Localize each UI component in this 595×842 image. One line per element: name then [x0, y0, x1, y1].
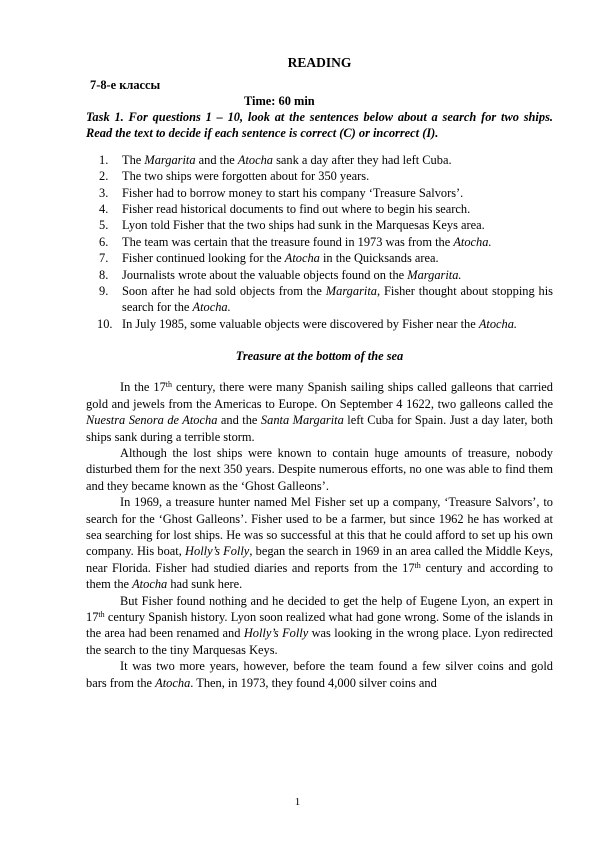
- superscript-text: th: [414, 560, 421, 570]
- page-title: READING: [287, 55, 352, 70]
- question-number: 4.: [99, 202, 109, 217]
- italic-text: Nuestra Senora de Atocha: [86, 413, 218, 428]
- question-number: 7.: [99, 251, 109, 266]
- question-number: 10.: [97, 316, 113, 331]
- question-item: [86, 152, 553, 168]
- text-run: Journalists wrote about the valuable objects found on the: [122, 267, 408, 282]
- question-item: [86, 201, 553, 217]
- italic-text: Margarita.: [407, 267, 462, 282]
- text-run: The team was certain that the treasure found in 1973 was from the: [122, 234, 454, 249]
- italic-text: Atocha: [284, 251, 320, 266]
- italic-text: Atocha: [237, 152, 273, 167]
- text-run: Fisher had to borrow money to start his company ‘Treasure Salvors’.: [122, 185, 464, 200]
- story-paragraph: [86, 379, 553, 445]
- question-item: [86, 316, 553, 332]
- italic-text: Santa Margarita: [260, 413, 344, 428]
- story-body: [86, 379, 553, 691]
- text-run: sank a day after they had left Cuba.: [272, 152, 452, 167]
- task-instruction: Task 1. For questions 1 – 10, look at the sentences below about a search for two ships. Read the text to decide if each sentence is correct (C) or incorrect (I).: [86, 110, 553, 141]
- text-run: century, there were many Spanish sailing ships called galleons that carried gold and jewels from the Americas to Europe. On September 4 1622, two galleons called the: [86, 380, 554, 411]
- text-run: had sunk here.: [167, 577, 243, 592]
- question-item: [86, 217, 553, 233]
- question-number: 6.: [99, 234, 109, 249]
- question-number: 9.: [99, 284, 109, 299]
- document-page: [86, 54, 553, 691]
- text-run: . Then, in 1973, they found 4,000 silver coins and: [190, 675, 437, 690]
- time-limit: Time: 60 min: [244, 94, 315, 108]
- question-item: [86, 234, 553, 250]
- italic-text: Atocha: [132, 577, 168, 592]
- superscript-text: th: [98, 609, 105, 619]
- text-run: , Fisher thought about stopping his search for the: [122, 284, 553, 315]
- text-run: , began the search in 1969 in an area called the Middle Keys, near Florida. Fisher had studied diaries and reports from the 17: [86, 544, 553, 575]
- text-run: Soon after he had sold objects from the: [122, 284, 326, 299]
- question-item: [86, 185, 553, 201]
- question-item: [86, 267, 553, 283]
- question-item: [86, 250, 553, 266]
- text-run: century and according to them the: [86, 560, 554, 592]
- story-paragraph: [86, 593, 553, 659]
- text-run: In July 1985, some valuable objects were discovered by Fisher near the: [122, 316, 479, 331]
- text-run: The: [122, 152, 145, 167]
- question-number: 5.: [99, 218, 109, 233]
- text-run: The two ships were forgotten about for 350 years.: [122, 169, 370, 184]
- text-run: Fisher continued looking for the: [122, 251, 285, 266]
- question-item: [86, 283, 553, 316]
- grade-label: 7-8-е классы: [90, 78, 161, 92]
- superscript-text: th: [165, 380, 173, 390]
- question-number: 8.: [99, 267, 109, 282]
- question-number: 2.: [99, 169, 109, 184]
- text-run: But Fisher found nothing and he decided to get the help of Eugene Lyon, an expert in 17: [86, 593, 553, 624]
- italic-text: Atocha.: [192, 300, 231, 315]
- text-run: It was two more years, however, before the team found a few silver coins and gold bars from the: [86, 659, 553, 690]
- page-number: 1: [294, 796, 301, 808]
- question-item: [86, 168, 553, 184]
- text-run: in the Quicksands area.: [319, 251, 439, 266]
- story-paragraph: [86, 658, 553, 691]
- text-run: was looking in the wrong place. Lyon redirected the search to the tiny Marquesas Keys.: [86, 626, 554, 657]
- story-paragraph: [86, 494, 553, 592]
- italic-text: Atocha.: [478, 316, 518, 331]
- italic-text: Holly’s Folly: [243, 626, 309, 641]
- question-number: 1.: [99, 152, 109, 167]
- text-run: and the: [195, 152, 238, 167]
- text-run: Lyon told Fisher that the two ships had sunk in the Marquesas Keys area.: [122, 218, 485, 233]
- text-run: left Cuba for Spain. Just a day later, both ships sank during a terrible storm.: [86, 413, 553, 444]
- italic-text: Atocha.: [453, 234, 492, 249]
- question-list: [86, 152, 553, 332]
- text-run: century Spanish history. Lyon soon realized what had gone wrong. Some of the islands in the area had been renamed and: [86, 609, 553, 641]
- italic-text: Margarita: [144, 152, 196, 167]
- text-run: Although the lost ships were known to contain huge amounts of treasure, nobody disturbed them for the next 350 years. Despite numerous efforts, no one was able to find them and they became known as the ‘Ghost Galleons’.: [86, 445, 553, 493]
- story-paragraph: [86, 445, 553, 494]
- italic-text: Holly’s Folly: [185, 544, 250, 559]
- question-number: 3.: [99, 185, 109, 200]
- text-run: Fisher read historical documents to find out where to begin his search.: [122, 202, 471, 217]
- story-title: Treasure at the bottom of the sea: [235, 349, 404, 364]
- italic-text: Atocha: [155, 675, 191, 690]
- text-run: In 1969, a treasure hunter named Mel Fisher set up a company, ‘Treasure Salvors’, to search for the ‘Ghost Galleons’. Fisher used to be a farmer, but since 1962 he has worked at sea searching for lost ships. He was so successful at this that he could afford to set up his own company. His boat,: [86, 495, 553, 559]
- italic-text: Margarita: [325, 284, 377, 299]
- text-run: In the 17: [120, 380, 166, 395]
- text-run: and the: [217, 413, 261, 428]
